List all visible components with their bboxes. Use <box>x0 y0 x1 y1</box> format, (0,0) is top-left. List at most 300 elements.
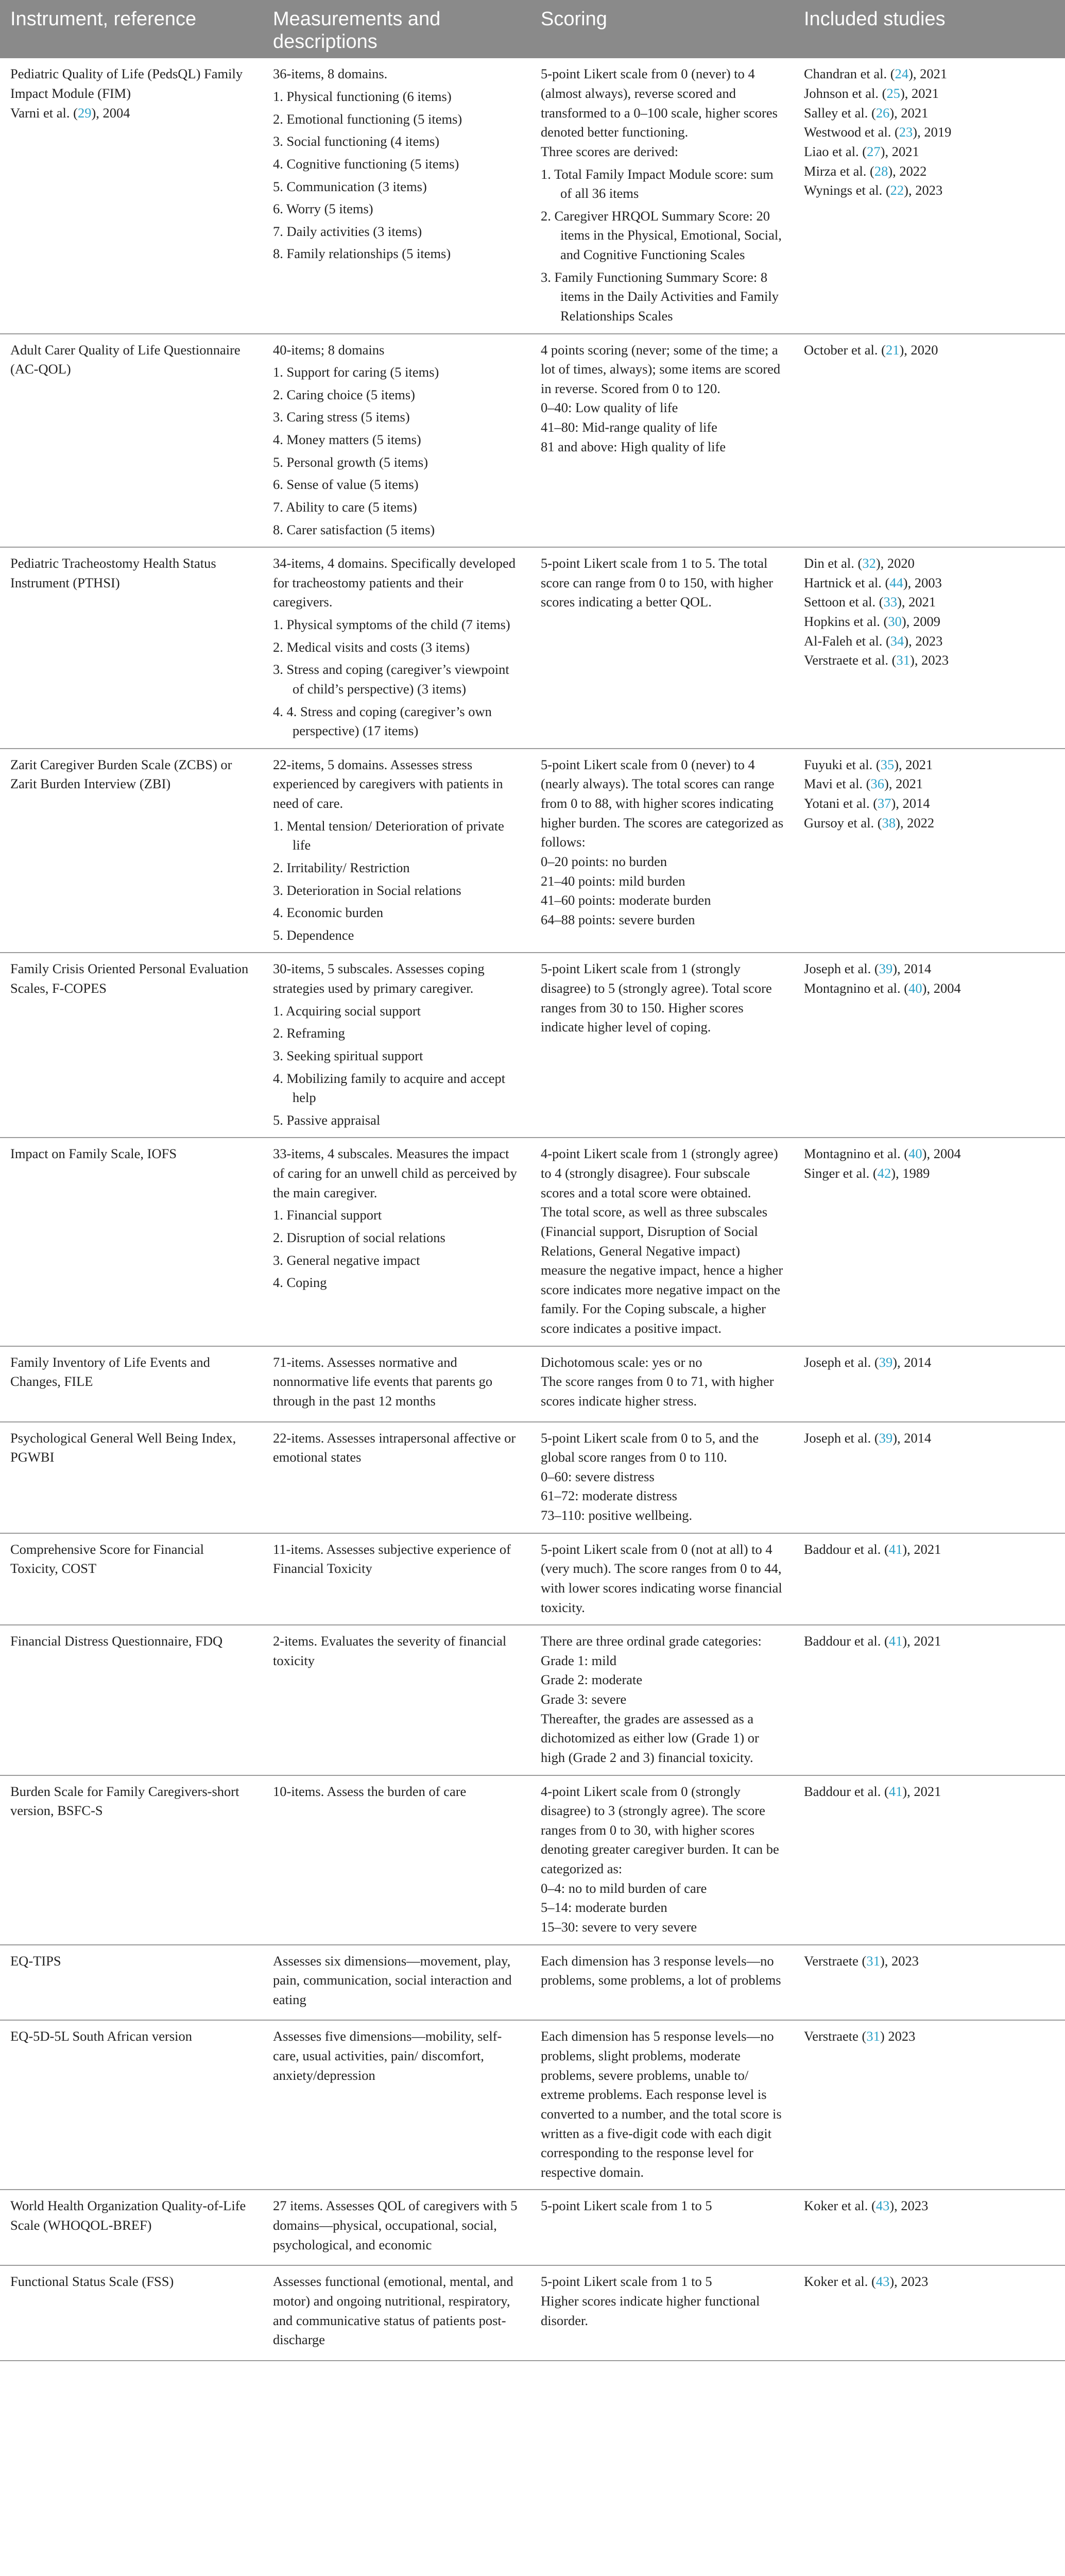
cell-instrument <box>0 2265 263 2361</box>
cell-studies <box>794 953 1065 1138</box>
table-row <box>0 58 1065 333</box>
scoring-text: The score ranges from 0 to 71, with higher scores indicate higher stress. <box>541 1374 774 1409</box>
cell-scoring <box>530 1138 794 1346</box>
cell-studies <box>794 2265 1065 2361</box>
cell-measurements <box>263 334 530 548</box>
scoring-item: 1. Total Family Impact Module score: sum of all 36 items <box>541 166 774 201</box>
study-citation <box>804 573 1056 593</box>
table-row <box>0 1775 1065 1945</box>
cell-scoring <box>530 1945 794 2021</box>
study-citation <box>804 341 1056 360</box>
study-citation <box>804 632 1056 651</box>
measurement-intro: Assesses five dimensions—mobility, self-care, usual activities, pain/ discomfort, anxiety/depression <box>273 2028 502 2083</box>
citation-text: Mavi et al. ( <box>804 776 871 792</box>
citation-link[interactable]: 23 <box>899 124 913 140</box>
citation-link[interactable]: 31 <box>896 652 911 668</box>
citation-text: Settoon et al. ( <box>804 594 884 610</box>
citation-text: Verstraete et al. ( <box>804 652 897 668</box>
cell-studies <box>794 1775 1065 1945</box>
citation-link[interactable]: 26 <box>875 105 890 121</box>
citation-text: Singer et al. ( <box>804 1165 878 1181</box>
instrument-name: Pediatric Tracheostomy Health Status Instrument (PTHSI) <box>10 555 216 590</box>
scoring-text: There are three ordinal grade categories: <box>541 1633 762 1649</box>
scoring-text: 5-point Likert scale from 0 to 5, and the global score ranges from 0 to 110. <box>541 1430 759 1465</box>
instrument-name: EQ-5D-5L South African version <box>10 2028 193 2044</box>
cell-measurements <box>263 1945 530 2021</box>
study-citation <box>804 1782 1056 1802</box>
citation-link[interactable]: 21 <box>885 342 900 358</box>
measurement-item: 8. Carer satisfaction (5 items) <box>273 521 435 537</box>
cell-scoring <box>530 2190 794 2265</box>
scoring-text: 5-point Likert scale from 0 (never) to 4 (almost always), reverse scored and transformed to a 0–100 scale, higher scores denoted better functioning. <box>541 66 778 140</box>
measurement-intro: 10-items. Assess the burden of care <box>273 1783 467 1799</box>
measurement-item: 7. Ability to care (5 items) <box>273 499 417 515</box>
citation-text: ), 2004 <box>922 980 961 996</box>
measurement-intro: 71-items. Assesses normative and nonnormative life events that parents go through in the past 12 months <box>273 1354 493 1409</box>
measurement-item: 1. Physical symptoms of the child (7 items) <box>273 617 510 632</box>
measurement-item: 1. Financial support <box>273 1207 382 1223</box>
measurement-item: 5. Dependence <box>273 927 354 943</box>
measurement-item: 5. Communication (3 items) <box>273 178 427 194</box>
cell-studies <box>794 547 1065 749</box>
cell-studies <box>794 1138 1065 1346</box>
cell-scoring <box>530 547 794 749</box>
measurement-item: 1. Acquiring social support <box>273 1003 421 1019</box>
citation-text: Joseph et al. ( <box>804 1430 879 1446</box>
study-citation <box>804 1144 1056 1164</box>
citation-text: Hopkins et al. ( <box>804 614 888 629</box>
citation-text: ), 2021 <box>900 86 939 101</box>
cell-instrument <box>0 1945 263 2021</box>
cell-measurements <box>263 953 530 1138</box>
citation-text: Yotani et al. ( <box>804 795 878 811</box>
study-citation <box>804 755 1056 775</box>
table-row <box>0 1625 1065 1775</box>
cell-scoring <box>530 953 794 1138</box>
citation-link[interactable]: 42 <box>877 1165 891 1181</box>
citation-text: Varni et al. ( <box>10 105 78 121</box>
citation-text: ), 2014 <box>892 1354 932 1370</box>
measurement-item: 8. Family relationships (5 items) <box>273 246 451 262</box>
cell-studies <box>794 1625 1065 1775</box>
table-row <box>0 1138 1065 1346</box>
citation-text: Verstraete ( <box>804 2028 867 2044</box>
cell-instrument <box>0 749 263 953</box>
study-citation <box>804 2027 1056 2046</box>
citation-text: Montagnino et al. ( <box>804 980 909 996</box>
measurement-intro: 36-items, 8 domains. <box>273 66 388 82</box>
measurement-item: 2. Irritability/ Restriction <box>273 859 410 875</box>
citation-link[interactable]: 32 <box>862 555 876 571</box>
study-citation <box>804 1540 1056 1560</box>
instrument-name: Impact on Family Scale, IOFS <box>10 1146 177 1162</box>
measurement-intro: 22-items, 5 domains. Assesses stress experienced by caregivers with patients in need of care. <box>273 756 503 811</box>
study-citation <box>804 1353 1056 1372</box>
cell-instrument <box>0 1775 263 1945</box>
citation-text: Chandran et al. ( <box>804 66 895 82</box>
citation-text: October et al. ( <box>804 342 886 358</box>
study-citation <box>804 959 1056 979</box>
measurement-item: 3. Caring stress (5 items) <box>273 409 410 425</box>
study-citation <box>804 814 1056 833</box>
study-citation <box>804 84 1056 104</box>
study-citation <box>804 162 1056 181</box>
scoring-item: 3. Family Functioning Summary Score: 8 items in the Daily Activities and Family Relationships Scales <box>541 269 779 324</box>
scoring-text: 5-point Likert scale from 1 (strongly disagree) to 5 (strongly agree). Total score ranges from 30 to 150. Higher scores indicate higher level of coping. <box>541 961 772 1035</box>
instrument-name: World Health Organization Quality-of-Life Scale (WHOQOL-BREF) <box>10 2198 246 2233</box>
table-body <box>0 58 1065 2360</box>
citation-text: ), 2019 <box>913 124 952 140</box>
scoring-text: Thereafter, the grades are assessed as a dichotomized as either low (Grade 1) or high (Grade 2 and 3) financial toxicity. <box>541 1710 759 1765</box>
citation-link[interactable]: 35 <box>880 756 895 772</box>
cell-measurements <box>263 2265 530 2361</box>
citation-link[interactable]: 30 <box>888 614 902 629</box>
header-studies: Included studies <box>794 0 1065 58</box>
citation-text: Montagnino et al. ( <box>804 1146 909 1162</box>
table-row <box>0 1346 1065 1422</box>
citation-link[interactable]: 40 <box>908 1146 922 1162</box>
cell-measurements <box>263 1422 530 1533</box>
citation-text: ), 2021 <box>894 756 933 772</box>
study-citation <box>804 979 1056 998</box>
citation-link[interactable]: 27 <box>867 143 881 159</box>
cell-scoring <box>530 749 794 953</box>
citation-link[interactable]: 22 <box>890 182 904 198</box>
table-row <box>0 1945 1065 2021</box>
citation-link[interactable]: 43 <box>875 2198 890 2214</box>
citation-text: ), 2003 <box>903 574 942 590</box>
instrument-reference <box>10 104 253 123</box>
study-citation <box>804 1952 1056 1971</box>
study-citation <box>804 1632 1056 1651</box>
citation-text: Liao et al. ( <box>804 143 867 159</box>
cell-instrument <box>0 1346 263 1422</box>
measurement-item: 2. Medical visits and costs (3 items) <box>273 639 470 655</box>
table-header-row <box>0 0 1065 58</box>
scoring-text: 21–40 points: mild burden <box>541 873 685 889</box>
citation-text: ) 2023 <box>880 2028 916 2044</box>
measurement-item: 2. Caring choice (5 items) <box>273 386 415 402</box>
citation-text: ), 2021 <box>897 594 936 610</box>
study-citation <box>804 1429 1056 1448</box>
citation-text: Salley et al. ( <box>804 105 876 121</box>
measurement-intro: 30-items, 5 subscales. Assesses coping strategies used by primary caregiver. <box>273 961 485 996</box>
measurement-item: 5. Passive appraisal <box>273 1112 381 1128</box>
citation-text: Koker et al. ( <box>804 2274 876 2290</box>
cell-studies <box>794 2020 1065 2190</box>
citation-text: ), 2021 <box>884 776 923 792</box>
study-citation <box>804 592 1056 612</box>
table-row <box>0 1422 1065 1533</box>
citation-link[interactable]: 39 <box>879 1354 893 1370</box>
scoring-text: 41–80: Mid-range quality of life <box>541 419 717 435</box>
scoring-text: Grade 2: moderate <box>541 1672 643 1688</box>
study-citation <box>804 2196 1056 2216</box>
scoring-text: Three scores are derived: <box>541 143 679 159</box>
citation-text: Baddour et al. ( <box>804 1783 889 1799</box>
scoring-text: 5-point Likert scale from 0 (not at all) to 4 (very much). The score ranges from 0 to 44, with lower scores indicating worse financial toxicity. <box>541 1541 782 1615</box>
measurement-item: 5. Personal growth (5 items) <box>273 454 428 470</box>
measurement-intro: 27 items. Assesses QOL of caregivers with 5 domains—physical, occupational, social, psychological, and economic <box>273 2198 518 2252</box>
cell-measurements <box>263 749 530 953</box>
citation-text: Joseph et al. ( <box>804 1354 879 1370</box>
citation-text: ), 2023 <box>880 1953 919 1969</box>
study-citation <box>804 774 1056 794</box>
scoring-text: 73–110: positive wellbeing. <box>541 1507 693 1523</box>
citation-text: Al-Faleh et al. ( <box>804 633 890 649</box>
measurement-intro: 2-items. Evaluates the severity of financial toxicity <box>273 1633 507 1668</box>
citation-text: Fuyuki et al. ( <box>804 756 881 772</box>
cell-instrument <box>0 2190 263 2265</box>
citation-text: ), 2023 <box>889 2274 929 2290</box>
citation-link[interactable]: 38 <box>882 815 896 831</box>
citation-text: Wynings et al. ( <box>804 182 890 198</box>
measurement-item: 3. Seeking spiritual support <box>273 1047 423 1063</box>
measurement-item: 3. Deterioration in Social relations <box>273 882 461 898</box>
citation-link[interactable]: 24 <box>895 66 909 82</box>
instrument-name: EQ-TIPS <box>10 1953 61 1969</box>
study-citation <box>804 64 1056 84</box>
scoring-text: 4 points scoring (never; some of the time; a lot of times, always); some items are scored in reverse. Scored from 0 to 120. <box>541 342 781 396</box>
cell-studies <box>794 1346 1065 1422</box>
cell-scoring <box>530 1533 794 1625</box>
cell-measurements <box>263 547 530 749</box>
cell-measurements <box>263 1346 530 1422</box>
cell-measurements <box>263 58 530 333</box>
measurement-intro: 11-items. Assesses subjective experience of Financial Toxicity <box>273 1541 511 1577</box>
citation-text: ), 2023 <box>910 652 949 668</box>
scoring-text: 15–30: severe to very severe <box>541 1919 697 1935</box>
cell-scoring <box>530 2020 794 2190</box>
citation-text: Hartnick et al. ( <box>804 574 890 590</box>
measurement-item: 6. Worry (5 items) <box>273 201 373 217</box>
measurement-item: 2. Reframing <box>273 1025 345 1041</box>
scoring-text: 5-point Likert scale from 1 to 5 <box>541 2198 712 2214</box>
cell-studies <box>794 2190 1065 2265</box>
scoring-text: 0–20 points: no burden <box>541 853 667 869</box>
citation-text: ), 2022 <box>896 815 935 831</box>
header-instrument: Instrument, reference <box>0 0 263 58</box>
citation-text: ), 2021 <box>902 1633 941 1649</box>
study-citation <box>804 794 1056 814</box>
citation-text: Baddour et al. ( <box>804 1541 889 1557</box>
instrument-name: Psychological General Well Being Index, PGWBI <box>10 1430 236 1465</box>
scoring-text: Each dimension has 3 response levels—no problems, some problems, a lot of problems <box>541 1953 781 1988</box>
instrument-name: Burden Scale for Family Caregivers-short version, BSFC-S <box>10 1783 239 1819</box>
scoring-text: 4-point Likert scale from 1 (strongly agree) to 4 (strongly disagree). Four subscale scores and a total score were obtained. <box>541 1146 778 1200</box>
study-citation <box>804 1164 1056 1183</box>
instrument-name: Family Inventory of Life Events and Changes, FILE <box>10 1354 210 1389</box>
table-row <box>0 1533 1065 1625</box>
citation-link[interactable]: 44 <box>889 574 903 590</box>
instrument-name: Functional Status Scale (FSS) <box>10 2274 174 2290</box>
citation-link[interactable]: 43 <box>875 2274 890 2290</box>
scoring-text: Grade 1: mild <box>541 1652 617 1668</box>
study-citation <box>804 2272 1056 2292</box>
citation-text: Gursoy et al. ( <box>804 815 882 831</box>
citation-link[interactable]: 40 <box>908 980 922 996</box>
citation-link[interactable]: 41 <box>888 1541 903 1557</box>
table-row <box>0 2020 1065 2190</box>
study-citation <box>804 123 1056 142</box>
table-row <box>0 334 1065 548</box>
measurement-item: 3. Social functioning (4 items) <box>273 133 440 149</box>
measurement-item: 4. Coping <box>273 1275 327 1291</box>
study-citation <box>804 651 1056 670</box>
scoring-item: 2. Caregiver HRQOL Summary Score: 20 items in the Physical, Emotional, Social, and Cognitive Functioning Scales <box>541 208 782 262</box>
cell-instrument <box>0 953 263 1138</box>
scoring-text: 41–60 points: moderate burden <box>541 892 711 908</box>
cell-instrument <box>0 2020 263 2190</box>
citation-text: Baddour et al. ( <box>804 1633 889 1649</box>
cell-studies <box>794 1422 1065 1533</box>
cell-scoring <box>530 58 794 333</box>
cell-scoring <box>530 1775 794 1945</box>
measurement-intro: Assesses six dimensions—movement, play, pain, communication, social interaction and eating <box>273 1953 512 2007</box>
citation-text: ), 2023 <box>904 633 943 649</box>
study-citation <box>804 554 1056 573</box>
instrument-name: Adult Carer Quality of Life Questionnaire (AC-QOL) <box>10 342 241 377</box>
scoring-text: Grade 3: severe <box>541 1691 627 1707</box>
citation-link[interactable]: 28 <box>874 163 888 179</box>
scoring-text: 4-point Likert scale from 0 (strongly disagree) to 3 (strongly agree). The score ranges from 0 to 30, with higher scores denoting greater caregiver burden. It can be categorized as: <box>541 1783 779 1876</box>
citation-link[interactable]: 39 <box>879 961 893 977</box>
measurement-item: 1. Support for caring (5 items) <box>273 364 439 380</box>
citation-text: ), 2021 <box>880 143 919 159</box>
measurement-item: 4. Cognitive functioning (5 items) <box>273 156 459 172</box>
cell-measurements <box>263 2190 530 2265</box>
cell-scoring <box>530 2265 794 2361</box>
citation-text: Johnson et al. ( <box>804 86 887 101</box>
citation-text: Din et al. ( <box>804 555 863 571</box>
citation-text: Mirza et al. ( <box>804 163 874 179</box>
measurement-item: 6. Sense of value (5 items) <box>273 477 419 493</box>
measurement-item: 2. Emotional functioning (5 items) <box>273 111 462 127</box>
table-row <box>0 2190 1065 2265</box>
cell-instrument <box>0 1533 263 1625</box>
scoring-text: Each dimension has 5 response levels—no problems, slight problems, moderate problems, severe problems, unable to/ extreme problems. Each response level is converted to a number, and the total score is written as a five-digit code with each digit corresponding to the response level for respective domain. <box>541 2028 782 2180</box>
cell-measurements <box>263 1625 530 1775</box>
header-scoring: Scoring <box>530 0 794 58</box>
cell-scoring <box>530 334 794 548</box>
cell-scoring <box>530 1625 794 1775</box>
citation-text: ), 1989 <box>891 1165 930 1181</box>
citation-text: ), 2009 <box>901 614 940 629</box>
measurement-item: 2. Disruption of social relations <box>273 1229 445 1245</box>
citation-link[interactable]: 39 <box>879 1430 893 1446</box>
citation-text: ), 2014 <box>891 795 930 811</box>
measurement-item: 4. Money matters (5 items) <box>273 432 421 447</box>
cell-instrument <box>0 547 263 749</box>
citation-link[interactable]: 41 <box>888 1633 903 1649</box>
table-row <box>0 749 1065 953</box>
cell-studies <box>794 1945 1065 2021</box>
citation-text: ), 2014 <box>892 1430 932 1446</box>
cell-instrument <box>0 1625 263 1775</box>
cell-measurements <box>263 2020 530 2190</box>
citation-link[interactable]: 29 <box>77 105 92 121</box>
citation-text: ), 2020 <box>899 342 938 358</box>
scoring-text: 0–40: Low quality of life <box>541 400 678 416</box>
citation-text: ), 2021 <box>908 66 948 82</box>
scoring-text: 0–60: severe distress <box>541 1468 655 1484</box>
header-measurements: Measurements and descriptions <box>263 0 530 58</box>
measurement-intro: 34-items, 4 domains. Specifically developed for tracheostomy patients and their caregivers. <box>273 555 516 610</box>
scoring-text: 64–88 points: severe burden <box>541 911 695 927</box>
citation-link[interactable]: 31 <box>866 1953 880 1969</box>
cell-studies <box>794 334 1065 548</box>
table-row <box>0 2265 1065 2361</box>
cell-studies <box>794 1533 1065 1625</box>
measurement-item: 1. Mental tension/ Deterioration of private life <box>273 818 504 853</box>
scoring-text: 5-point Likert scale from 0 (never) to 4 (nearly always). The total scores can range from 0 to 88, with higher scores indicating higher burden. The scores are categorized as follows: <box>541 756 784 850</box>
instrument-name: Zarit Caregiver Burden Scale (ZCBS) or Zarit Burden Interview (ZBI) <box>10 756 232 792</box>
instrument-name: Family Crisis Oriented Personal Evaluation Scales, F-COPES <box>10 961 249 996</box>
citation-text: ), 2021 <box>902 1783 941 1799</box>
citation-text: ), 2020 <box>875 555 915 571</box>
scoring-text: 5-point Likert scale from 1 to 5. The total score can range from 0 to 150, with higher scores indicating a better QOL. <box>541 555 774 610</box>
citation-text: ), 2004 <box>91 105 130 121</box>
cell-scoring <box>530 1346 794 1422</box>
citation-text: ), 2023 <box>904 182 943 198</box>
scoring-text: 61–72: moderate distress <box>541 1488 677 1504</box>
instrument-name: Financial Distress Questionnaire, FDQ <box>10 1633 223 1649</box>
measurement-item: 4. Mobilizing family to acquire and accept help <box>273 1070 506 1106</box>
scoring-text: The total score, as well as three subscales (Financial support, Disruption of Social Relations, General Negative impact) measure the negative impact, hence a higher score indicates more negative impact on the family. For the Coping subscale, a higher score indicates a positive impact. <box>541 1204 783 1336</box>
table-row <box>0 953 1065 1138</box>
measurement-item: 4. Economic burden <box>273 905 384 921</box>
instrument-name: Comprehensive Score for Financial Toxicity, COST <box>10 1541 204 1577</box>
citation-text: Joseph et al. ( <box>804 961 879 977</box>
measurement-item: 1. Physical functioning (6 items) <box>273 89 452 104</box>
measurement-intro: Assesses functional (emotional, mental, and motor) and ongoing nutritional, respiratory, and communicative status of patients post-discharge <box>273 2274 513 2348</box>
citation-text: ), 2022 <box>888 163 927 179</box>
citation-link[interactable]: 37 <box>878 795 891 811</box>
scoring-text: Higher scores indicate higher functional disorder. <box>541 2293 760 2328</box>
measurement-item: 3. General negative impact <box>273 1252 420 1268</box>
cell-instrument <box>0 58 263 333</box>
citation-text: ), 2021 <box>889 105 929 121</box>
citation-text: Koker et al. ( <box>804 2198 876 2214</box>
citation-text: ), 2014 <box>892 961 932 977</box>
citation-link[interactable]: 33 <box>883 594 898 610</box>
study-citation <box>804 142 1056 162</box>
citation-link[interactable]: 36 <box>870 776 885 792</box>
citation-text: ), 2023 <box>889 2198 929 2214</box>
citation-link[interactable]: 31 <box>866 2028 880 2044</box>
citation-link[interactable]: 34 <box>890 633 904 649</box>
scoring-text: 81 and above: High quality of life <box>541 438 726 454</box>
instrument-name: Pediatric Quality of Life (PedsQL) Family Impact Module (FIM) <box>10 66 243 101</box>
measurement-item: 4. 4. Stress and coping (caregiver’s own perspective) (17 items) <box>273 703 492 739</box>
study-citation <box>804 104 1056 123</box>
citation-text: ), 2004 <box>922 1146 961 1162</box>
table-row <box>0 547 1065 749</box>
cell-measurements <box>263 1775 530 1945</box>
cell-measurements <box>263 1533 530 1625</box>
cell-instrument <box>0 1138 263 1346</box>
citation-link[interactable]: 41 <box>888 1783 903 1799</box>
citation-link[interactable]: 25 <box>886 86 900 101</box>
cell-studies <box>794 58 1065 333</box>
study-citation <box>804 181 1056 200</box>
study-citation <box>804 612 1056 632</box>
cell-measurements <box>263 1138 530 1346</box>
measurement-intro: 40-items; 8 domains <box>273 342 385 358</box>
scoring-text: Dichotomous scale: yes or no <box>541 1354 702 1370</box>
citation-text: ), 2021 <box>902 1541 941 1557</box>
cell-studies <box>794 749 1065 953</box>
